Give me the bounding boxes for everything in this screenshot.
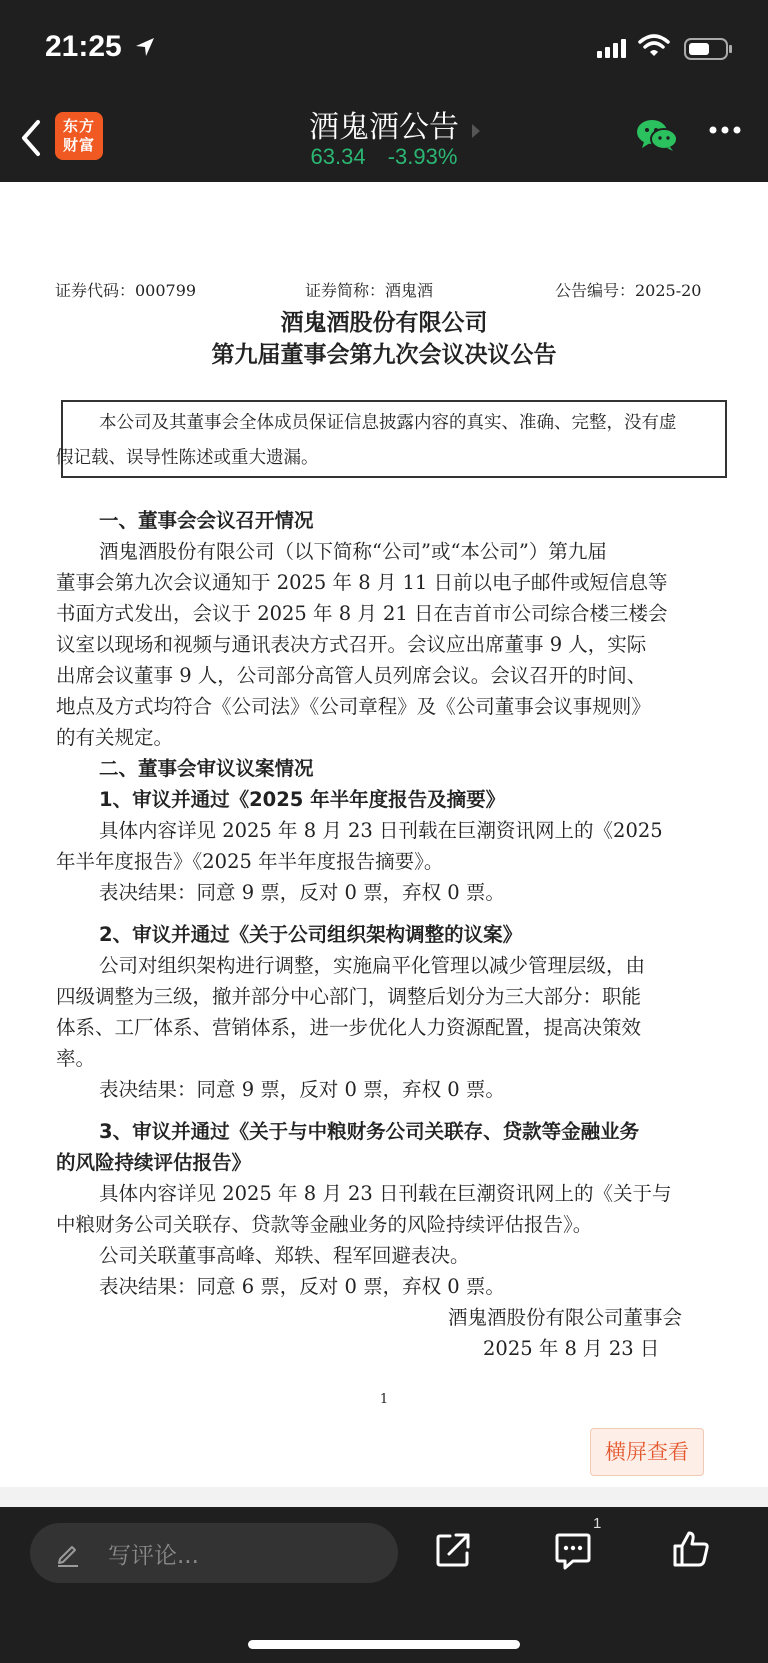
stock-price: 63.34: [310, 144, 366, 169]
page-title: 酒鬼酒公告: [309, 110, 459, 145]
body-line: 体系、工厂体系、营销体系，进一步优化人力资源配置，提高决策效: [56, 1016, 642, 1039]
vote-result-2: 表决结果：同意 9 票，反对 0 票，弃权 0 票。: [99, 1078, 505, 1101]
bottom-action-bar: [0, 1507, 768, 1663]
share-icon[interactable]: [434, 1531, 472, 1569]
body-line: 具体内容详见 2025 年 8 月 23 日刊载在巨潮资讯网上的《关于与: [99, 1182, 672, 1205]
status-bar: [0, 0, 768, 96]
body-line: 四级调整为三级，撤并部分中心部门，调整后划分为三大部分：职能: [56, 985, 642, 1008]
body-line: 书面方式发出，会议于 2025 年 8 月 21 日在吉首市公司综合楼三楼会: [56, 602, 668, 625]
comment-input[interactable]: [30, 1523, 398, 1583]
logo-line-1: 东方: [62, 117, 95, 135]
battery-icon: [684, 38, 734, 60]
announcement-title: 第九届董事会第九次会议决议公告: [211, 342, 557, 368]
wifi-icon: [638, 34, 670, 58]
disclaimer-line-2: 假记载、误导性陈述或重大遗漏。: [56, 448, 319, 468]
comment-count-badge: 1: [593, 1515, 602, 1532]
announcement-number: 公告编号：2025-20: [555, 281, 702, 300]
body-line: 地点及方式均符合《公司法》《公司章程》及《公司董事会议事规则》: [56, 695, 651, 718]
wechat-icon[interactable]: [636, 118, 678, 152]
item-heading-2: 2、审议并通过《关于公司组织架构调整的议案》: [99, 923, 523, 946]
stock-change: -3.93%: [387, 144, 458, 169]
announcement-document: [0, 182, 768, 1487]
body-line: 出席会议董事 9 人，公司部分高管人员列席会议。会议召开的时间、: [56, 664, 647, 687]
section-heading-1: 一、董事会会议召开情况: [99, 509, 314, 532]
body-line: 率。: [56, 1047, 96, 1070]
company-name-heading: 酒鬼酒股份有限公司: [280, 310, 488, 336]
security-code: 证券代码：000799: [55, 281, 197, 300]
vote-result-3: 表决结果：同意 6 票，反对 0 票，弃权 0 票。: [99, 1275, 505, 1298]
comment-placeholder: 写评论...: [108, 1543, 199, 1569]
body-line: 年半年度报告》《2025 年半年度报告摘要》。: [56, 850, 444, 873]
caret-right-icon: [472, 124, 480, 138]
body-line: 酒鬼酒股份有限公司（以下简称“公司”或“本公司”）第九届: [99, 540, 607, 563]
body-line: 议室以现场和视频与通讯表决方式召开。会议应出席董事 9 人，实际: [56, 633, 647, 656]
item-heading-3: 3、审议并通过《关于与中粮财务公司关联存、贷款等金融业务: [99, 1120, 640, 1143]
landscape-view-button[interactable]: 横屏查看: [590, 1428, 704, 1476]
vote-result-1: 表决结果：同意 9 票，反对 0 票，弃权 0 票。: [99, 881, 505, 904]
security-short-name: 证券简称：酒鬼酒: [305, 281, 434, 300]
body-line: 董事会第九次会议通知于 2025 年 8 月 11 日前以电子邮件或短信息等: [56, 571, 668, 594]
more-options-icon[interactable]: [708, 124, 742, 136]
disclaimer-line-1: 本公司及其董事会全体成员保证信息披露内容的真实、准确、完整，没有虚: [99, 413, 677, 433]
signature: 酒鬼酒股份有限公司董事会: [448, 1306, 683, 1329]
pencil-icon: [54, 1539, 82, 1567]
logo-line-2: 财富: [62, 136, 95, 154]
item-heading-3-cont: 的风险持续评估报告》: [56, 1151, 252, 1174]
body-line: 具体内容详见 2025 年 8 月 23 日刊载在巨潮资讯网上的《2025: [99, 819, 663, 842]
section-heading-2: 二、董事会审议议案情况: [99, 757, 314, 780]
header: [0, 96, 768, 182]
signature-date: 2025 年 8 月 23 日: [483, 1337, 660, 1360]
status-time: 21:25: [45, 30, 122, 63]
item-heading-1: 1、审议并通过《2025 年半年度报告及摘要》: [99, 788, 506, 811]
thumbs-up-icon[interactable]: [671, 1529, 711, 1569]
body-line: 公司对组织架构进行调整，实施扁平化管理以减少管理层级，由: [99, 954, 646, 977]
home-indicator[interactable]: [248, 1640, 520, 1649]
cellular-signal-icon: [597, 38, 629, 58]
body-line: 公司关联董事高峰、郑轶、程军回避表决。: [99, 1244, 470, 1267]
body-line: 的有关规定。: [56, 726, 174, 749]
location-arrow-icon: [134, 36, 156, 58]
comments-icon[interactable]: [553, 1531, 593, 1571]
body-line: 中粮财务公司关联存、贷款等金融业务的风险持续评估报告》。: [56, 1213, 593, 1236]
page-number: 1: [379, 1392, 389, 1407]
